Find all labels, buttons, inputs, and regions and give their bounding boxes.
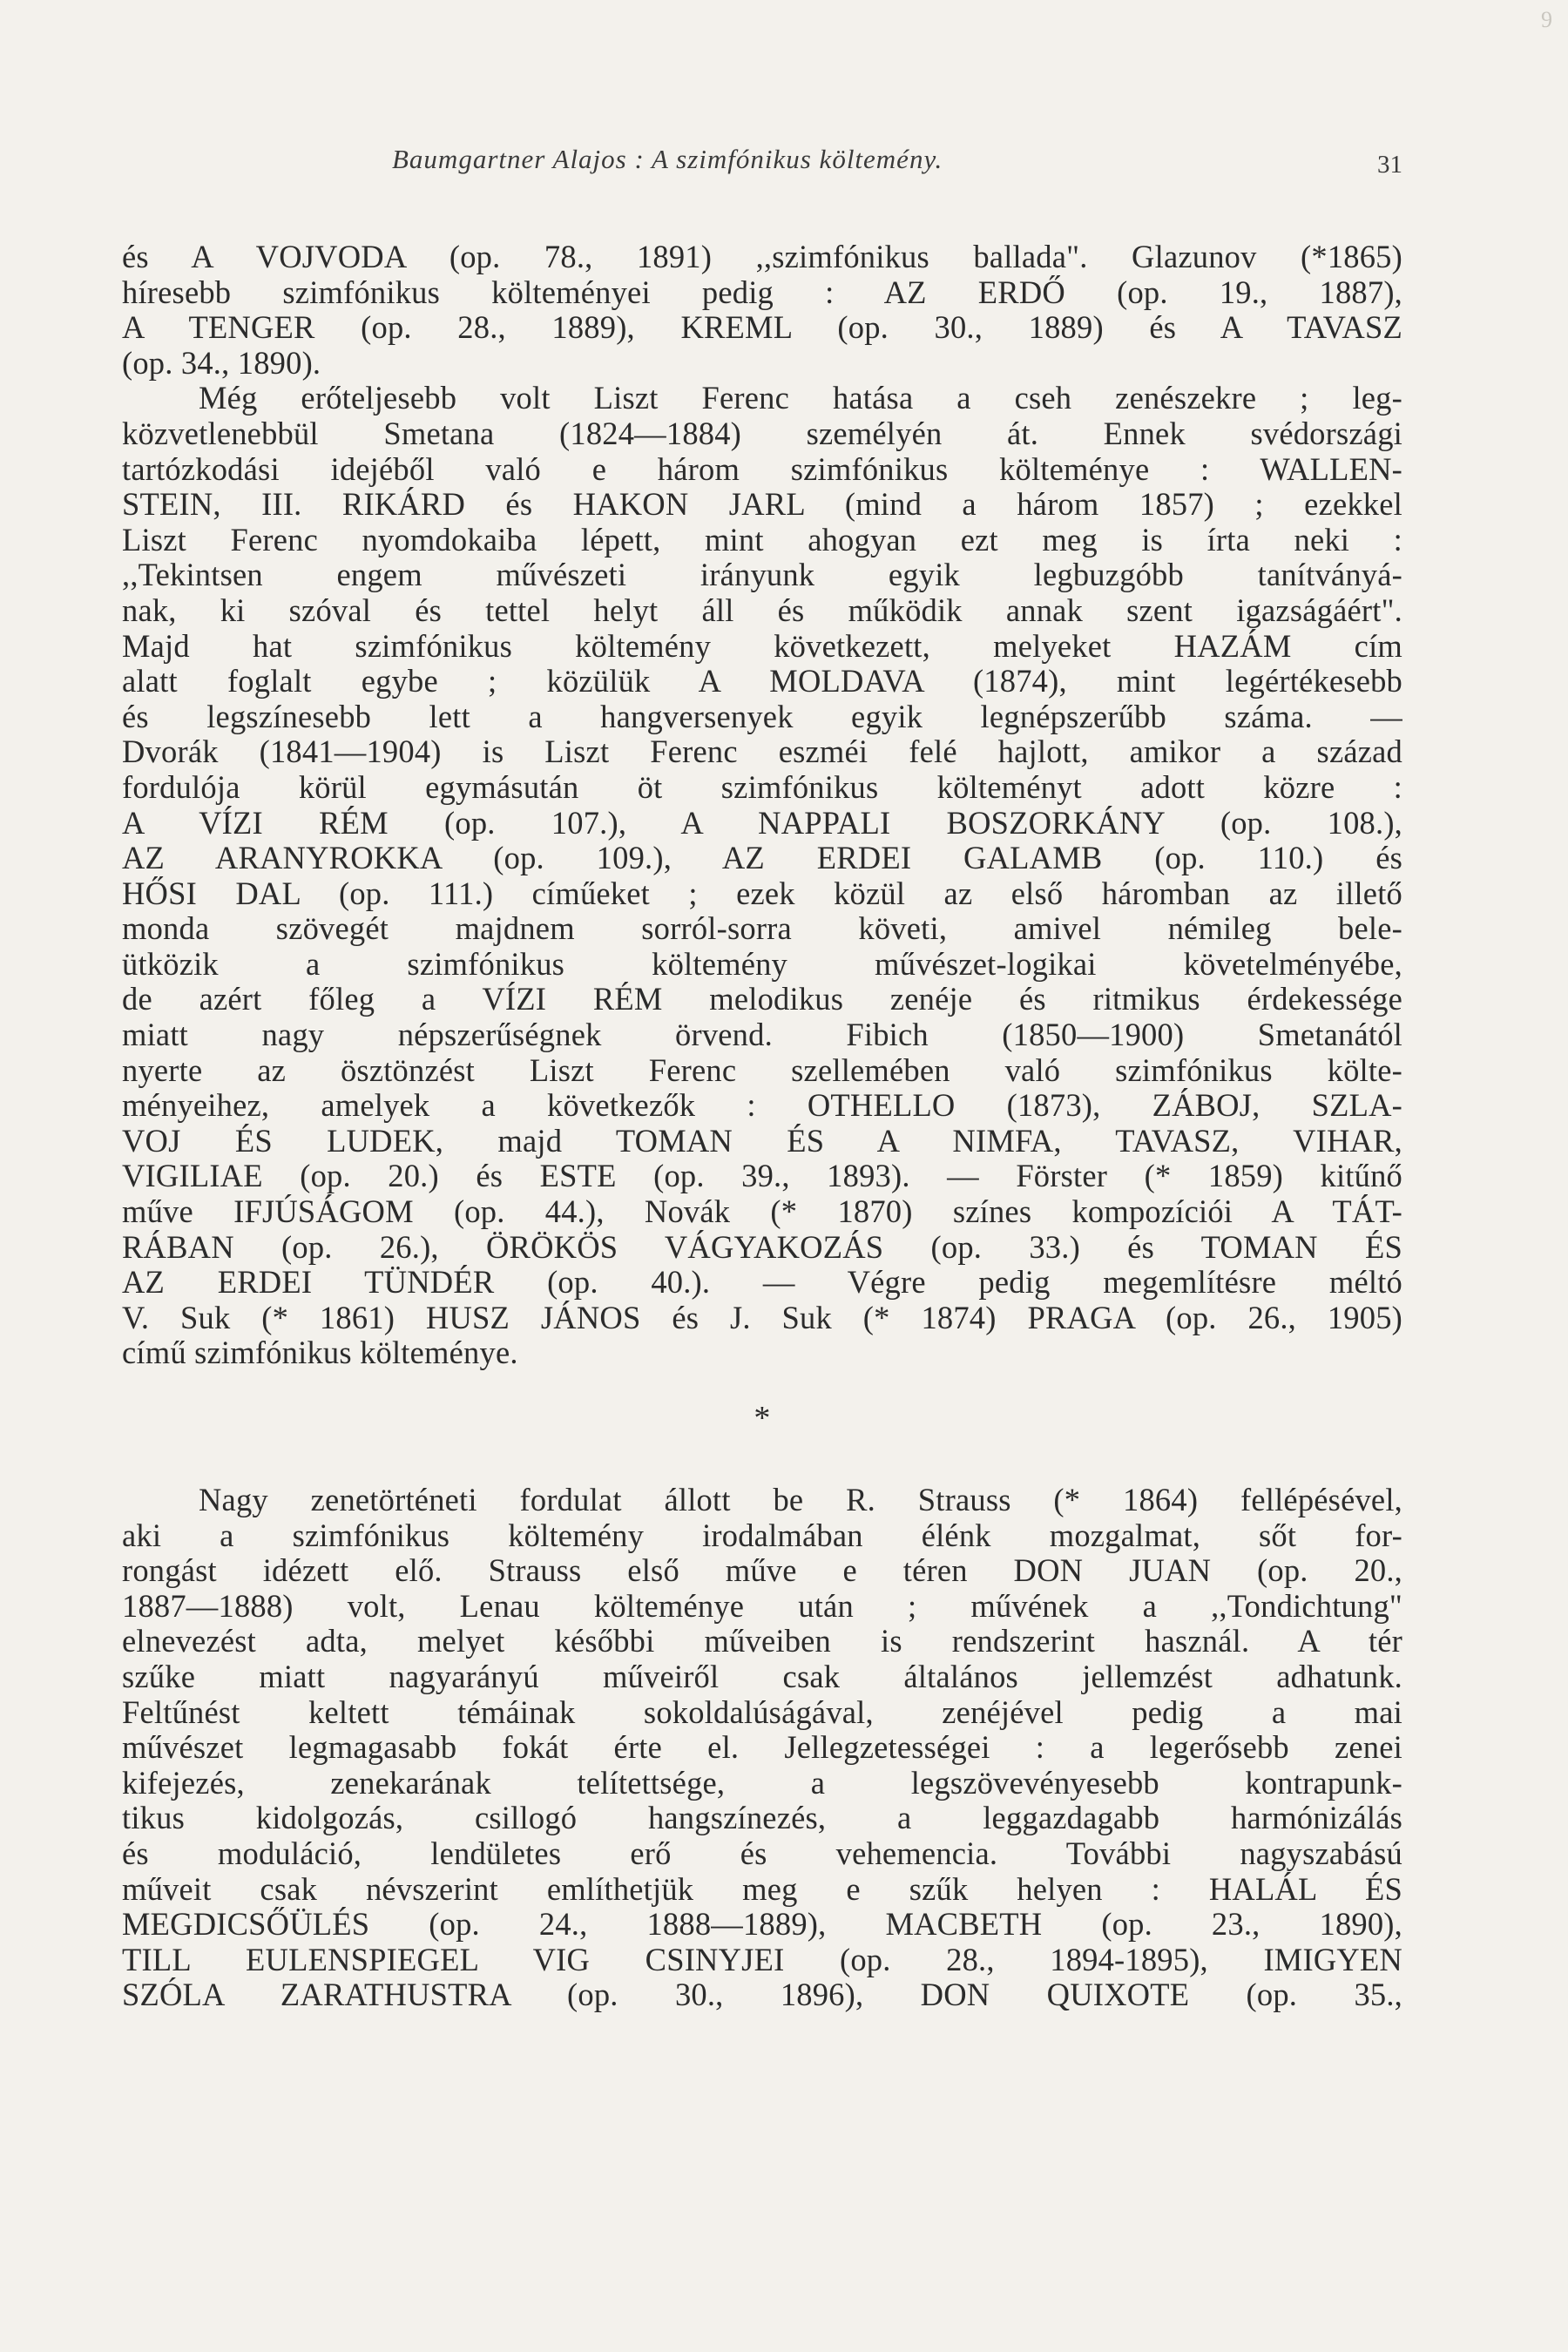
text-line: közvetlenebbül Smetana (1824—1884) személyén át. Ennek svédországi [122,416,1402,451]
text-line: nyerte az ösztönzést Liszt Ferenc szellemében való szimfónikus költe- [122,1052,1402,1088]
text-line: RÁBAN (op. 26.), ÖRÖKÖS VÁGYAKOZÁS (op. 33.) és TOMAN ÉS [122,1229,1402,1265]
text-line: aki a szimfónikus költemény irodalmában élénk mozgalmat, sőt for- [122,1517,1402,1553]
section-separator: * [754,1400,771,1436]
text-line: SZÓLA ZARATHUSTRA (op. 30., 1896), DON QUIXOTE (op. 35., [122,1977,1402,2013]
text-line: V. Suk (* 1861) HUSZ JÁNOS és J. Suk (* 1874) PRAGA (op. 26., 1905) [122,1300,1402,1335]
text-line: monda szövegét majdnem sorról-sorra követi, amivel némileg bele- [122,911,1402,947]
text-line: 1887—1888) volt, Lenau költeménye után ; művének a ,,Tondichtung" [122,1588,1402,1624]
text-line: és A VOJVODA (op. 78., 1891) ,,szimfónikus ballada". Glazunov (*1865) [122,240,1402,274]
paragraph-2 [122,381,1402,1371]
text-line: műveit csak névszerint említhetjük meg e szűk helyen : HALÁL ÉS [122,1871,1402,1907]
page-number: 31 [1377,151,1402,179]
corner-mark: 9 [1541,7,1552,32]
text-line: MEGDICSŐÜLÉS (op. 24., 1888—1889), MACBETH (op. 23., 1890), [122,1907,1402,1943]
text-line: tartózkodási idejéből való e három szimfónikus költeménye : WALLEN- [122,451,1402,487]
text-line: miatt nagy népszerűségnek örvend. Fibich (1850—1900) Smetanától [122,1017,1402,1053]
paragraph-1 [122,240,1402,381]
text-line: HŐSI DAL (op. 111.) címűeket ; ezek közül az első háromban az illető [122,875,1402,911]
running-title: Baumgartner Alajos : A szimfónikus költemény. [392,144,943,174]
text-line: műve IFJÚSÁGOM (op. 44.), Novák (* 1870) színes kompozíciói A TÁT- [122,1194,1402,1230]
text-line: című szimfónikus költeménye. [122,1335,518,1371]
text-line: nak, ki szóval és tettel helyt áll és működik annak szent igazságáért". [122,592,1402,628]
text-line: Liszt Ferenc nyomdokaiba lépett, mint ahogyan ezt meg is írta neki : [122,522,1402,558]
text-line: de azért főleg a VÍZI RÉM melodikus zenéje és ritmikus érdekessége [122,982,1402,1017]
text-line: AZ ERDEI TÜNDÉR (op. 40.). — Végre pedig megemlítésre méltó [122,1265,1402,1301]
text-line: ,,Tekintsen engem művészeti irányunk egyik legbuzgóbb tanítványá- [122,558,1402,593]
text-line: Nagy zenetörténeti fordulat állott be R. Strauss (* 1864) fellépésével, [199,1483,1402,1517]
text-line: tikus kidolgozás, csillogó hangszínezés, a leggazdagabb harmónizálás [122,1801,1402,1836]
text-line: Még erőteljesebb volt Liszt Ferenc hatása a cseh zenészekre ; leg- [199,381,1402,416]
text-line: A VÍZI RÉM (op. 107.), A NAPPALI BOSZORKÁNY (op. 108.), [122,805,1402,841]
running-head [122,144,1402,187]
text-line: kifejezés, zenekarának telítettsége, a legszövevényesebb kontrapunk- [122,1765,1402,1801]
paragraph-3 [122,1483,1402,2013]
text-line: híresebb szimfónikus költeményei pedig : AZ ERDŐ (op. 19., 1887), [122,274,1402,310]
text-line: fordulója körül egymásután öt szimfónikus költeményt adott közre : [122,769,1402,805]
text-line: VIGILIAE (op. 20.) és ESTE (op. 39., 1893). — Förster (* 1859) kitűnő [122,1159,1402,1194]
text-line: Majd hat szimfónikus költemény következett, melyeket HAZÁM cím [122,628,1402,664]
text-line: művészet legmagasabb fokát érte el. Jellegzetességei : a legerősebb zenei [122,1730,1402,1766]
text-line: és legszínesebb lett a hangversenyek egyik legnépszerűbb száma. — [122,699,1402,734]
text-line: szűke miatt nagyarányú műveiről csak általános jellemzést adhatunk. [122,1659,1402,1694]
text-line: A TENGER (op. 28., 1889), KREML (op. 30., 1889) és A TAVASZ [122,310,1402,346]
text-line: TILL EULENSPIEGEL VIG CSINYJEI (op. 28., 1894-1895), IMIGYEN [122,1942,1402,1977]
text-line: ütközik a szimfónikus költemény művészet-logikai követelményébe, [122,946,1402,982]
text-line: AZ ARANYROKKA (op. 109.), AZ ERDEI GALAMB (op. 110.) és [122,841,1402,876]
body-text [122,240,1402,2013]
text-line: rongást idézett elő. Strauss első műve e téren DON JUAN (op. 20., [122,1553,1402,1589]
text-line: VOJ ÉS LUDEK, majd TOMAN ÉS A NIMFA, TAVASZ, VIHAR, [122,1123,1402,1159]
text-line: ményeihez, amelyek a következők : OTHELLO (1873), ZÁBOJ, SZLA- [122,1088,1402,1124]
text-line: Dvorák (1841—1904) is Liszt Ferenc eszméi felé hajlott, amikor a század [122,734,1402,770]
text-line: STEIN, III. RIKÁRD és HAKON JARL (mind a három 1857) ; ezekkel [122,487,1402,523]
text-line: alatt foglalt egybe ; közülük A MOLDAVA (1874), mint legértékesebb [122,664,1402,700]
text-line: és moduláció, lendületes erő és vehemencia. További nagyszabású [122,1835,1402,1871]
text-line: Feltűnést keltett témáinak sokoldalúságával, zenéjével pedig a mai [122,1694,1402,1730]
text-line: elnevezést adta, melyet későbbi műveiben is rendszerint használ. A tér [122,1624,1402,1659]
text-line: (op. 34., 1890). [122,345,321,381]
